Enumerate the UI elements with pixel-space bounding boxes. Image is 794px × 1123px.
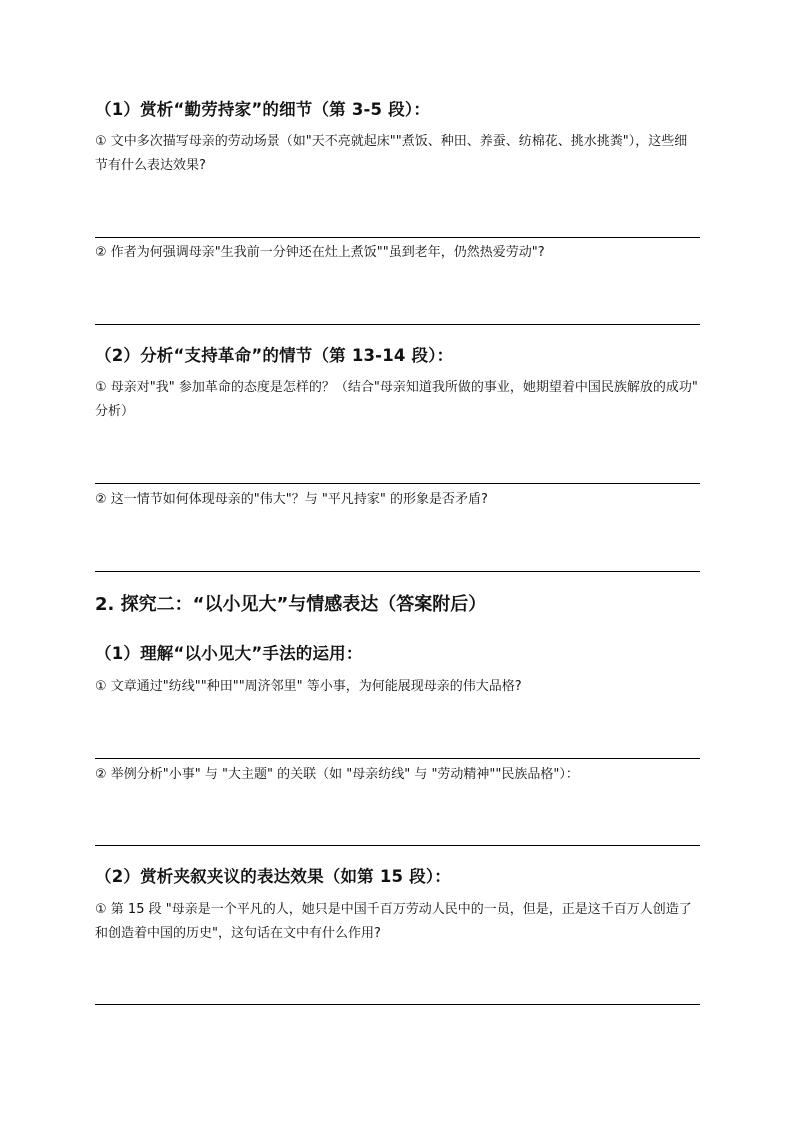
section-title-inquiry-two: 2. 探究二：“以小见大”与情感表达（答案附后） [95,594,487,615]
question-revolution-2: ② 这一情节如何体现母亲的"伟大"？与 "平凡持家" 的形象是否矛盾? [95,492,488,507]
answer-line [95,483,700,484]
section-heading-narration: （2）赏析夹叙夹议的表达效果（如第 15 段）： [95,867,451,886]
question-diligence-1: ① 文中多次描写母亲的劳动场景（如"天不亮就起床""煮饭、种田、养蚕、纺棉花、挑水挑粪"），这些细节有什么表达效果? [95,134,688,173]
question-revolution-1: ① 母亲对"我" 参加革命的态度是怎样的？（结合"母亲知道我所做的事业，她期望着中国民族解放的成功" 分析） [95,380,698,419]
answer-line [95,571,700,572]
question-technique-1: ① 文章通过"纺线""种田""周济邻里" 等小事，为何能展现母亲的伟大品格? [95,679,522,694]
question-narration-1: ① 第 15 段 "母亲是一个平凡的人，她只是中国千百万劳动人民中的一员，但是，正是这千百万人创造了和创造着中国的历史"，这句话在文中有什么作用? [95,902,692,941]
section-heading-revolution: （2）分析“支持革命”的情节（第 13-14 段）： [95,346,454,365]
section-heading-diligence: （1）赏析“勤劳持家”的细节（第 3-5 段）： [95,100,431,119]
answer-line [95,758,700,759]
section-heading-technique: （1）理解“以小见大”手法的运用： [95,644,363,663]
answer-line [95,237,700,238]
question-diligence-2: ② 作者为何强调母亲"生我前一分钟还在灶上煮饭""虽到老年，仍然热爱劳动"? [95,245,545,260]
answer-line [95,1004,700,1005]
answer-line [95,845,700,846]
answer-line [95,324,700,325]
question-technique-2: ② 举例分析"小事" 与 "大主题" 的关联（如 "母亲纺线" 与 "劳动精神""民族品格"）： [95,767,579,782]
